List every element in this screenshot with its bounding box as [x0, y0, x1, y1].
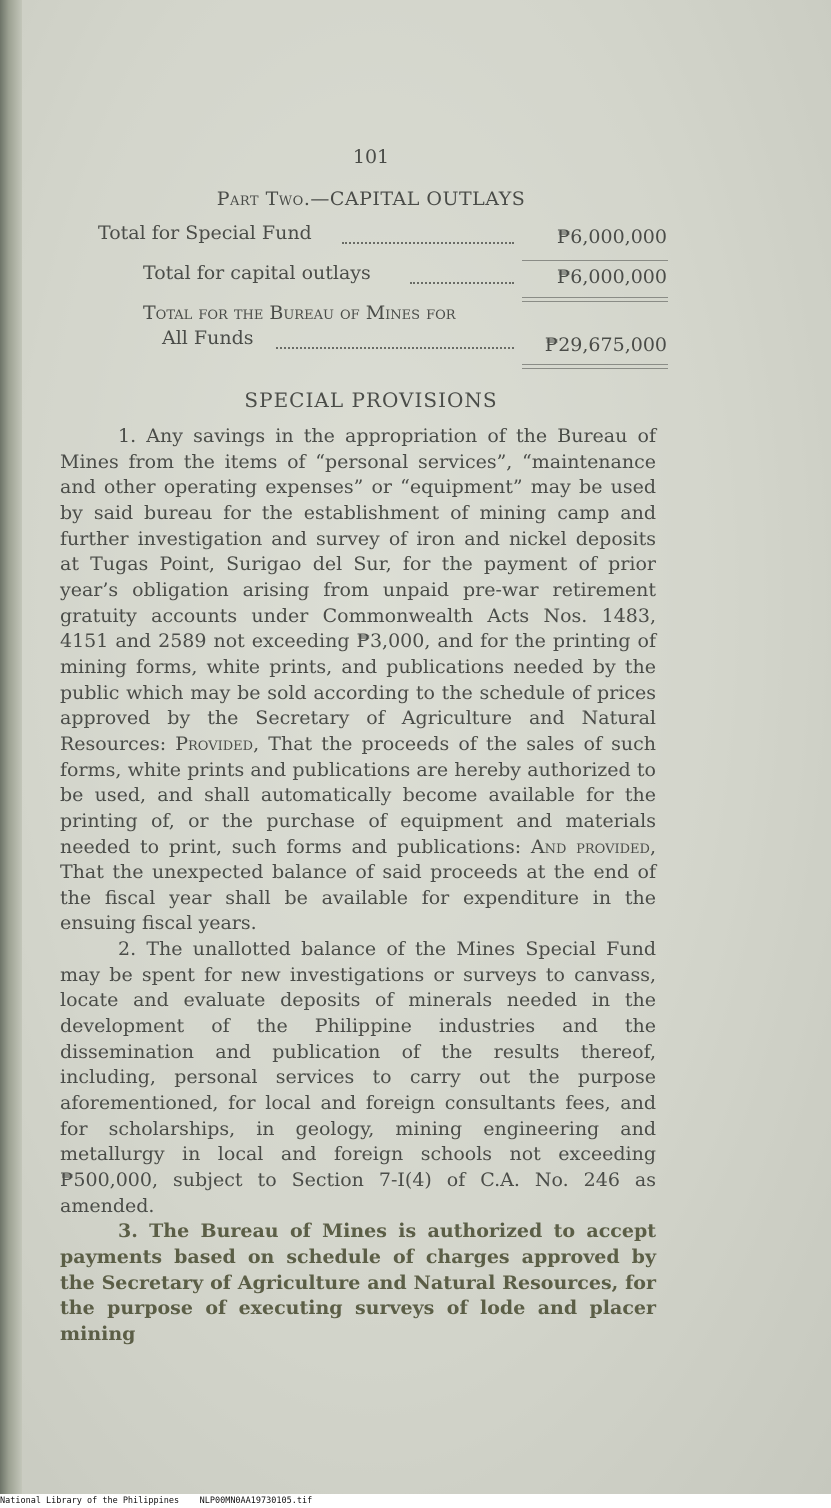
scan-footer [0, 1494, 831, 1508]
page-number: 101 [352, 146, 390, 168]
sum-rule [522, 260, 668, 261]
scan-filename: NLP00MN0AA19730105.tif [199, 1496, 313, 1506]
provided-term: Provided [175, 732, 254, 755]
part-heading: Part Two.—CAPITAL OUTLAYS [216, 188, 526, 210]
provision-paragraph: 2. The unallotted balance of the Mines Special Fund may be spent for new investigations or surveys to canvass, locate and evaluate deposits of minerals needed in the development of the Philippine industries and the dissemination and publication of the results thereof, including, personal services to carry out the purpose aforementioned, for local and foreign consultants fees, and for scholarships, in geology, mining engineering and metallurgy in local and foreign schools not exceeding ₱500,000, subject to Section 7-I(4) of C.A. No. 246 as amended. [60, 938, 656, 1217]
sum-rule [522, 364, 668, 365]
total-bureau-label-line2: All Funds [162, 327, 254, 349]
total-bureau-label-line1: Total for the Bureau of Mines for [143, 302, 456, 324]
special-provisions-body [60, 424, 656, 1348]
total-capital-outlays-label: Total for capital outlays [143, 262, 371, 284]
book-binding-edge [0, 0, 22, 1500]
and-provided-term: And provided [530, 835, 650, 858]
total-capital-outlays-amount: ₱6,000,000 [556, 266, 667, 288]
total-special-fund-amount: ₱6,000,000 [556, 226, 667, 248]
special-provisions-heading: SPECIAL PROVISIONS [244, 388, 498, 412]
leader-dots [410, 282, 514, 284]
leader-dots [276, 347, 514, 349]
total-special-fund-label: Total for Special Fund [98, 222, 312, 244]
sum-rule [522, 301, 668, 302]
leader-dots [342, 242, 514, 244]
sum-rule [522, 297, 668, 298]
sum-rule [522, 368, 668, 369]
provision-paragraph: 1. Any savings in the appropriation of the Bureau of Mines from the items of “personal services”, “maintenance and other operating expenses” or “equipment” may be used by said bureau for the establishment of mining camp and further investigation and survey of iron and nickel deposits at Tugas Point, Surigao del Sur, for the payment of prior year’s obligation arising from unpaid pre-war retirement gratuity accounts under Commonwealth Acts Nos. 1483, 4151 and 2589 not exceeding ₱3,000, and for the printing of mining forms, white prints, and publications needed by the public which may be sold according to the schedule of prices approved by the Secretary of Agriculture and Natural Resources: Provided, That the proceeds of the sales of such forms, white prints and publications are hereby authorized to be used, and shall automatically become available for the printing of, or the purchase of equipment and materials needed to print, such forms and publications: And provided, That the unexpected balance of said proceeds at the end of the fiscal year shall be available for expenditure in the ensuing fiscal years. [60, 425, 656, 935]
library-name: National Library of the Philippines [0, 1496, 180, 1506]
provision-paragraph: 3. The Bureau of Mines is authorized to accept payments based on schedule of charges approved by the Secretary of Agriculture and Natural Resources, for the purpose of executing surveys of lode and placer mining [60, 1220, 656, 1345]
total-bureau-amount: ₱29,675,000 [544, 334, 667, 356]
